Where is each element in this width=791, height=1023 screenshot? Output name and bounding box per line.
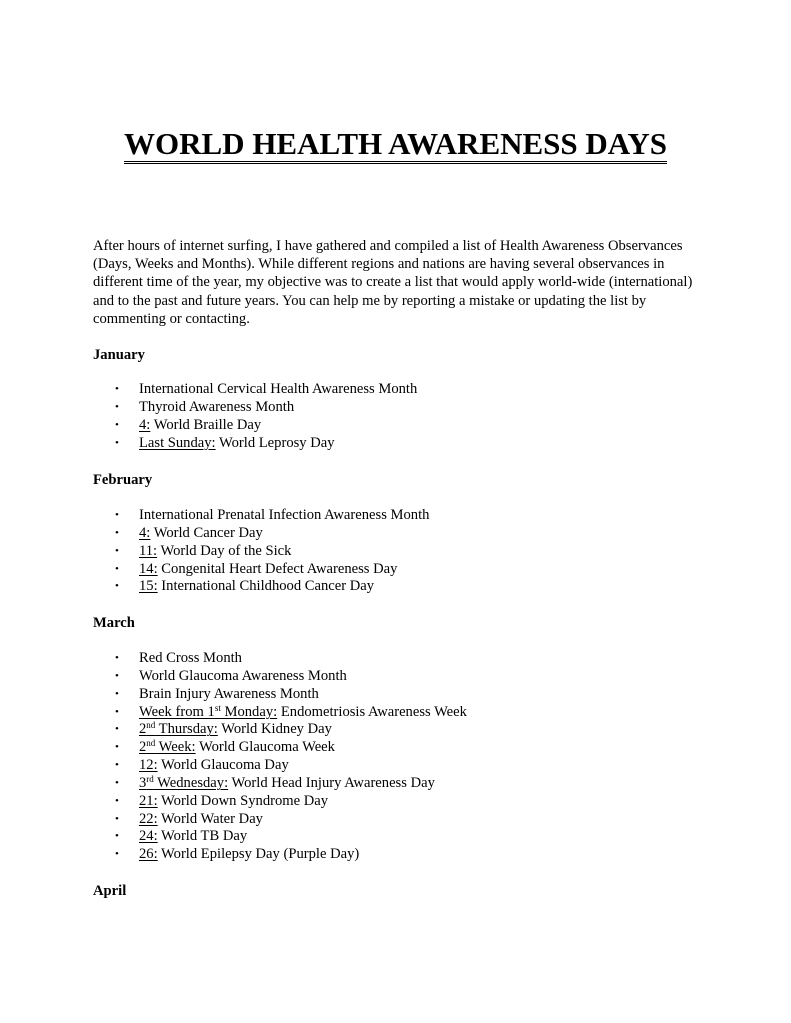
item-date: 11: xyxy=(139,542,158,559)
bullet-icon: • xyxy=(115,741,119,754)
item-date-pre: 2 xyxy=(139,721,147,738)
item-date: 22: xyxy=(139,810,158,827)
bullet-icon: • xyxy=(115,544,119,557)
bullet-icon: • xyxy=(115,526,119,539)
month-heading-march: March xyxy=(93,615,135,631)
item-text: International Prenatal Infection Awareness Month xyxy=(139,507,430,523)
page-title xyxy=(0,126,791,164)
list-item xyxy=(93,507,429,525)
bullet-icon: • xyxy=(115,436,119,449)
bullet-icon: • xyxy=(115,509,119,521)
bullet-icon: • xyxy=(115,705,119,718)
item-text: International Childhood Cancer Day xyxy=(157,578,375,595)
list-item xyxy=(93,525,429,543)
list-item xyxy=(93,417,417,435)
item-date-ordinal: nd xyxy=(146,738,156,749)
item-date xyxy=(139,704,277,720)
list-item xyxy=(93,757,467,775)
list-item xyxy=(93,721,467,739)
item-date xyxy=(139,721,218,737)
item-date xyxy=(139,739,196,755)
bullet-icon: • xyxy=(115,687,119,700)
item-date: Last Sunday: xyxy=(139,434,216,451)
list-item xyxy=(93,650,467,668)
item-date-post: Week: xyxy=(155,739,196,756)
item-text: World Braille Day xyxy=(150,416,262,433)
list-item xyxy=(93,846,467,864)
list-item xyxy=(93,435,417,453)
item-date: 4: xyxy=(139,416,151,433)
list-item xyxy=(93,399,417,417)
item-text: World Down Syndrome Day xyxy=(157,792,329,809)
bullet-icon: • xyxy=(115,383,119,395)
item-date-post: Wednesday: xyxy=(153,774,229,791)
item-text: World Epilepsy Day (Purple Day) xyxy=(157,846,360,863)
item-text: World Kidney Day xyxy=(217,721,332,738)
february-list xyxy=(93,507,429,596)
item-text: World Head Injury Awareness Day xyxy=(228,774,435,791)
list-item xyxy=(93,578,429,596)
bullet-icon: • xyxy=(115,776,119,789)
list-item xyxy=(93,793,467,811)
list-item xyxy=(93,704,467,722)
list-item xyxy=(93,686,467,704)
list-item xyxy=(93,811,467,829)
bullet-icon: • xyxy=(115,418,119,431)
item-text: World TB Day xyxy=(157,828,248,845)
item-text: International Cervical Health Awareness Month xyxy=(139,381,418,397)
item-date: 14: xyxy=(139,560,158,577)
bullet-icon: • xyxy=(115,562,119,575)
bullet-icon: • xyxy=(115,794,119,807)
item-date: 4: xyxy=(139,524,151,541)
item-date-post: Thursday: xyxy=(155,721,218,738)
bullet-icon: • xyxy=(115,830,119,843)
month-heading-january: January xyxy=(93,347,145,363)
item-text: Brain Injury Awareness Month xyxy=(139,685,319,702)
item-date-pre: Week from 1 xyxy=(139,703,215,720)
item-date: 15: xyxy=(139,578,158,595)
item-text: World Glaucoma Awareness Month xyxy=(139,667,347,684)
item-text: Endometriosis Awareness Week xyxy=(277,703,467,720)
list-item xyxy=(93,543,429,561)
bullet-icon: • xyxy=(115,669,119,682)
list-item xyxy=(93,775,467,793)
january-list xyxy=(93,381,417,452)
march-list xyxy=(93,650,467,864)
list-item xyxy=(93,828,467,846)
item-text: Congenital Heart Defect Awareness Day xyxy=(157,560,398,577)
bullet-icon: • xyxy=(115,723,119,736)
item-text: World Cancer Day xyxy=(150,524,263,541)
item-date-ordinal: st xyxy=(214,702,221,713)
intro-paragraph: After hours of internet surfing, I have gathered and compiled a list of Health Awareness Observances (Days, Weeks and Months). While different regions and nations are having several observances in different time of the year, my objective was to create a list that would apply world-wide (international) and to the past and future years. You can help me by reporting a mistake or updating the list by commenting or contacting. xyxy=(93,238,693,327)
item-text: World Leprosy Day xyxy=(215,434,335,451)
item-text: Red Cross Month xyxy=(139,650,242,666)
list-item xyxy=(93,739,467,757)
item-text: World Water Day xyxy=(157,810,263,827)
list-item xyxy=(93,381,417,399)
page-title-text: WORLD HEALTH AWARENESS DAYS xyxy=(124,127,667,164)
item-date-ordinal: nd xyxy=(146,720,156,731)
list-item xyxy=(93,668,467,686)
item-date: 26: xyxy=(139,846,158,863)
list-item xyxy=(93,561,429,579)
item-date xyxy=(139,775,228,791)
item-text: World Glaucoma Week xyxy=(195,739,335,756)
month-heading-february: February xyxy=(93,472,153,488)
item-date: 21: xyxy=(139,792,158,809)
bullet-icon: • xyxy=(115,812,119,825)
item-date: 12: xyxy=(139,757,158,774)
item-date-ordinal: rd xyxy=(146,773,154,784)
item-date-pre: 2 xyxy=(139,739,147,756)
item-date: 24: xyxy=(139,828,158,845)
bullet-icon: • xyxy=(115,400,119,413)
item-text: Thyroid Awareness Month xyxy=(139,398,295,415)
bullet-icon: • xyxy=(115,580,119,593)
bullet-icon: • xyxy=(115,652,119,664)
month-heading-april: April xyxy=(93,883,127,899)
item-date-pre: 3 xyxy=(139,774,147,791)
bullet-icon: • xyxy=(115,759,119,772)
item-date-post: Monday: xyxy=(220,703,278,720)
item-text: World Day of the Sick xyxy=(157,542,292,559)
item-text: World Glaucoma Day xyxy=(157,757,289,774)
bullet-icon: • xyxy=(115,848,119,861)
